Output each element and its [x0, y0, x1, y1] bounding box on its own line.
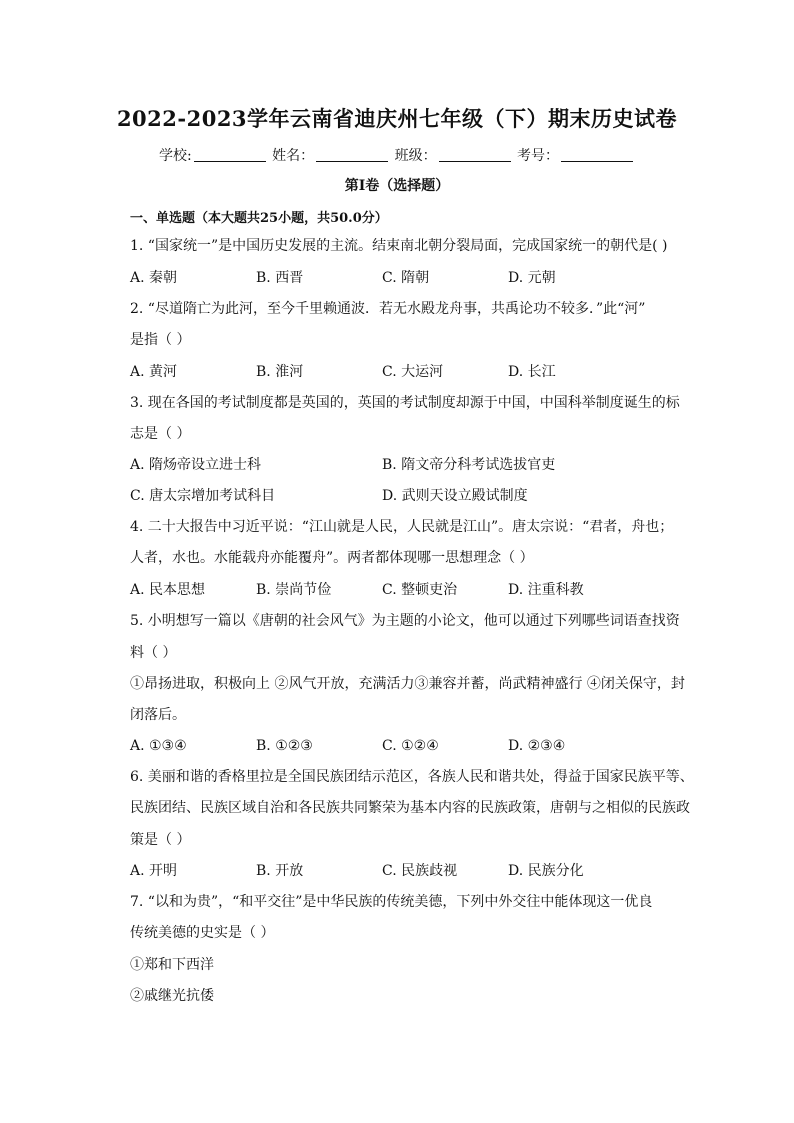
q2-options [130, 362, 690, 382]
school-blank[interactable] [194, 147, 266, 162]
q6-stem-line1: 6. 美丽和谐的香格里拉是全国民族团结示范区，各族人民和谐共处，得益于国家民族平等、 [130, 769, 694, 785]
q5-option-b: B. ①②③ [256, 738, 313, 754]
q6-option-d: D. 民族分化 [508, 863, 584, 879]
q2-option-a: A. 黄河 [130, 364, 178, 380]
q1-option-d: D. 元朝 [508, 270, 556, 286]
q3-stem-line2: 志是（ ） [130, 426, 191, 442]
q6-option-b: B. 开放 [256, 863, 304, 879]
q5-option-d: D. ②③④ [508, 738, 566, 754]
q4-stem-line1: 4. 二十大报告中习近平说：“江山就是人民，人民就是江山”。唐太宗说：“君者，舟也； [130, 519, 674, 535]
q5-option-c: C. ①②④ [382, 738, 439, 754]
q5-items-line1: ①昂扬进取，积极向上 ②风气开放，充满活力③兼容并蓄，尚武精神盛行 ④闭关保守，封 [130, 676, 685, 692]
q4-option-b: B. 崇尚节俭 [256, 582, 332, 598]
q1-option-b: B. 西晋 [256, 270, 304, 286]
exam-no-label: 考号： [517, 148, 560, 164]
q5-options [130, 736, 690, 756]
q6-option-a: A. 开明 [130, 863, 178, 879]
q4-option-d: D. 注重科教 [508, 582, 584, 598]
q4-options [130, 580, 690, 600]
student-info-row [0, 145, 794, 165]
school-label: 学校: [158, 148, 192, 164]
q6-stem-line3: 策是（ ） [130, 832, 191, 848]
q7-item-1: ①郑和下西洋 [130, 957, 214, 973]
q6-option-c: C. 民族歧视 [382, 863, 458, 879]
q6-options [130, 861, 690, 881]
class-label: 班级： [394, 148, 437, 164]
q5-option-a: A. ①③④ [130, 738, 187, 754]
q7-item-2: ②戚继光抗倭 [130, 988, 214, 1004]
q6-stem-line2: 民族团结、民族区域自治和各民族共同繁荣为基本内容的民族政策，唐朝与之相似的民族政 [130, 800, 690, 816]
q2-option-d: D. 长江 [508, 364, 556, 380]
q5-items-line2: 闭落后。 [130, 707, 186, 723]
q2-option-b: B. 淮河 [256, 364, 304, 380]
q3-option-b: B. 隋文帝分科考试选拔官吏 [382, 457, 556, 473]
class-blank[interactable] [439, 147, 511, 162]
q3-options-row2 [130, 486, 690, 506]
q3-stem-line1: 3. 现在各国的考试制度都是英国的，英国的考试制度却源于中国，中国科举制度诞生的标 [130, 395, 680, 411]
section-heading: 一、单选题（本大题共25小题，共50.0分） [130, 211, 388, 226]
q7-stem-line1: 7. “以和为贵”，“和平交往”是中华民族的传统美德，下列中外交往中能体现这一优良 [130, 894, 653, 910]
q4-option-a: A. 民本思想 [130, 582, 206, 598]
q7-stem-line2: 传统美德的史实是（ ） [130, 925, 275, 941]
q5-stem-line1: 5. 小明想写一篇以《唐朝的社会风气》为主题的小论文，他可以通过下列哪些词语查找资 [130, 613, 680, 629]
q4-option-c: C. 整顿吏治 [382, 582, 458, 598]
q2-stem-line2: 是指（ ） [130, 332, 191, 348]
exam-no-blank[interactable] [561, 147, 633, 162]
q2-stem-line1: 2. “尽道隋亡为此河，至今千里赖通波．若无水殿龙舟事，共禹论功不较多．”此“河” [130, 301, 646, 317]
q1-stem: 1. “国家统一”是中国历史发展的主流。结束南北朝分裂局面，完成国家统一的朝代是( ) [130, 238, 668, 254]
name-label: 姓名： [272, 148, 315, 164]
q5-stem-line2: 料（ ） [130, 645, 177, 661]
q2-option-c: C. 大运河 [382, 364, 444, 380]
q3-option-c: C. 唐太宗增加考试科目 [130, 488, 276, 504]
q1-option-a: A. 秦朝 [130, 270, 178, 286]
q1-option-c: C. 隋朝 [382, 270, 430, 286]
q4-stem-line2: 人者，水也。水能载舟亦能覆舟”。两者都体现哪一思想理念（ ） [130, 550, 534, 566]
q3-option-d: D. 武则天设立殿试制度 [382, 488, 528, 504]
q3-options-row1 [130, 455, 690, 475]
q3-option-a: A. 隋炀帝设立进士科 [130, 457, 262, 473]
name-blank[interactable] [316, 147, 388, 162]
volume-heading: 第I卷（选择题） [344, 178, 450, 194]
q1-options [130, 268, 690, 288]
exam-title: 2022-2023学年云南省迪庆州七年级（下）期末历史试卷 [116, 106, 678, 131]
